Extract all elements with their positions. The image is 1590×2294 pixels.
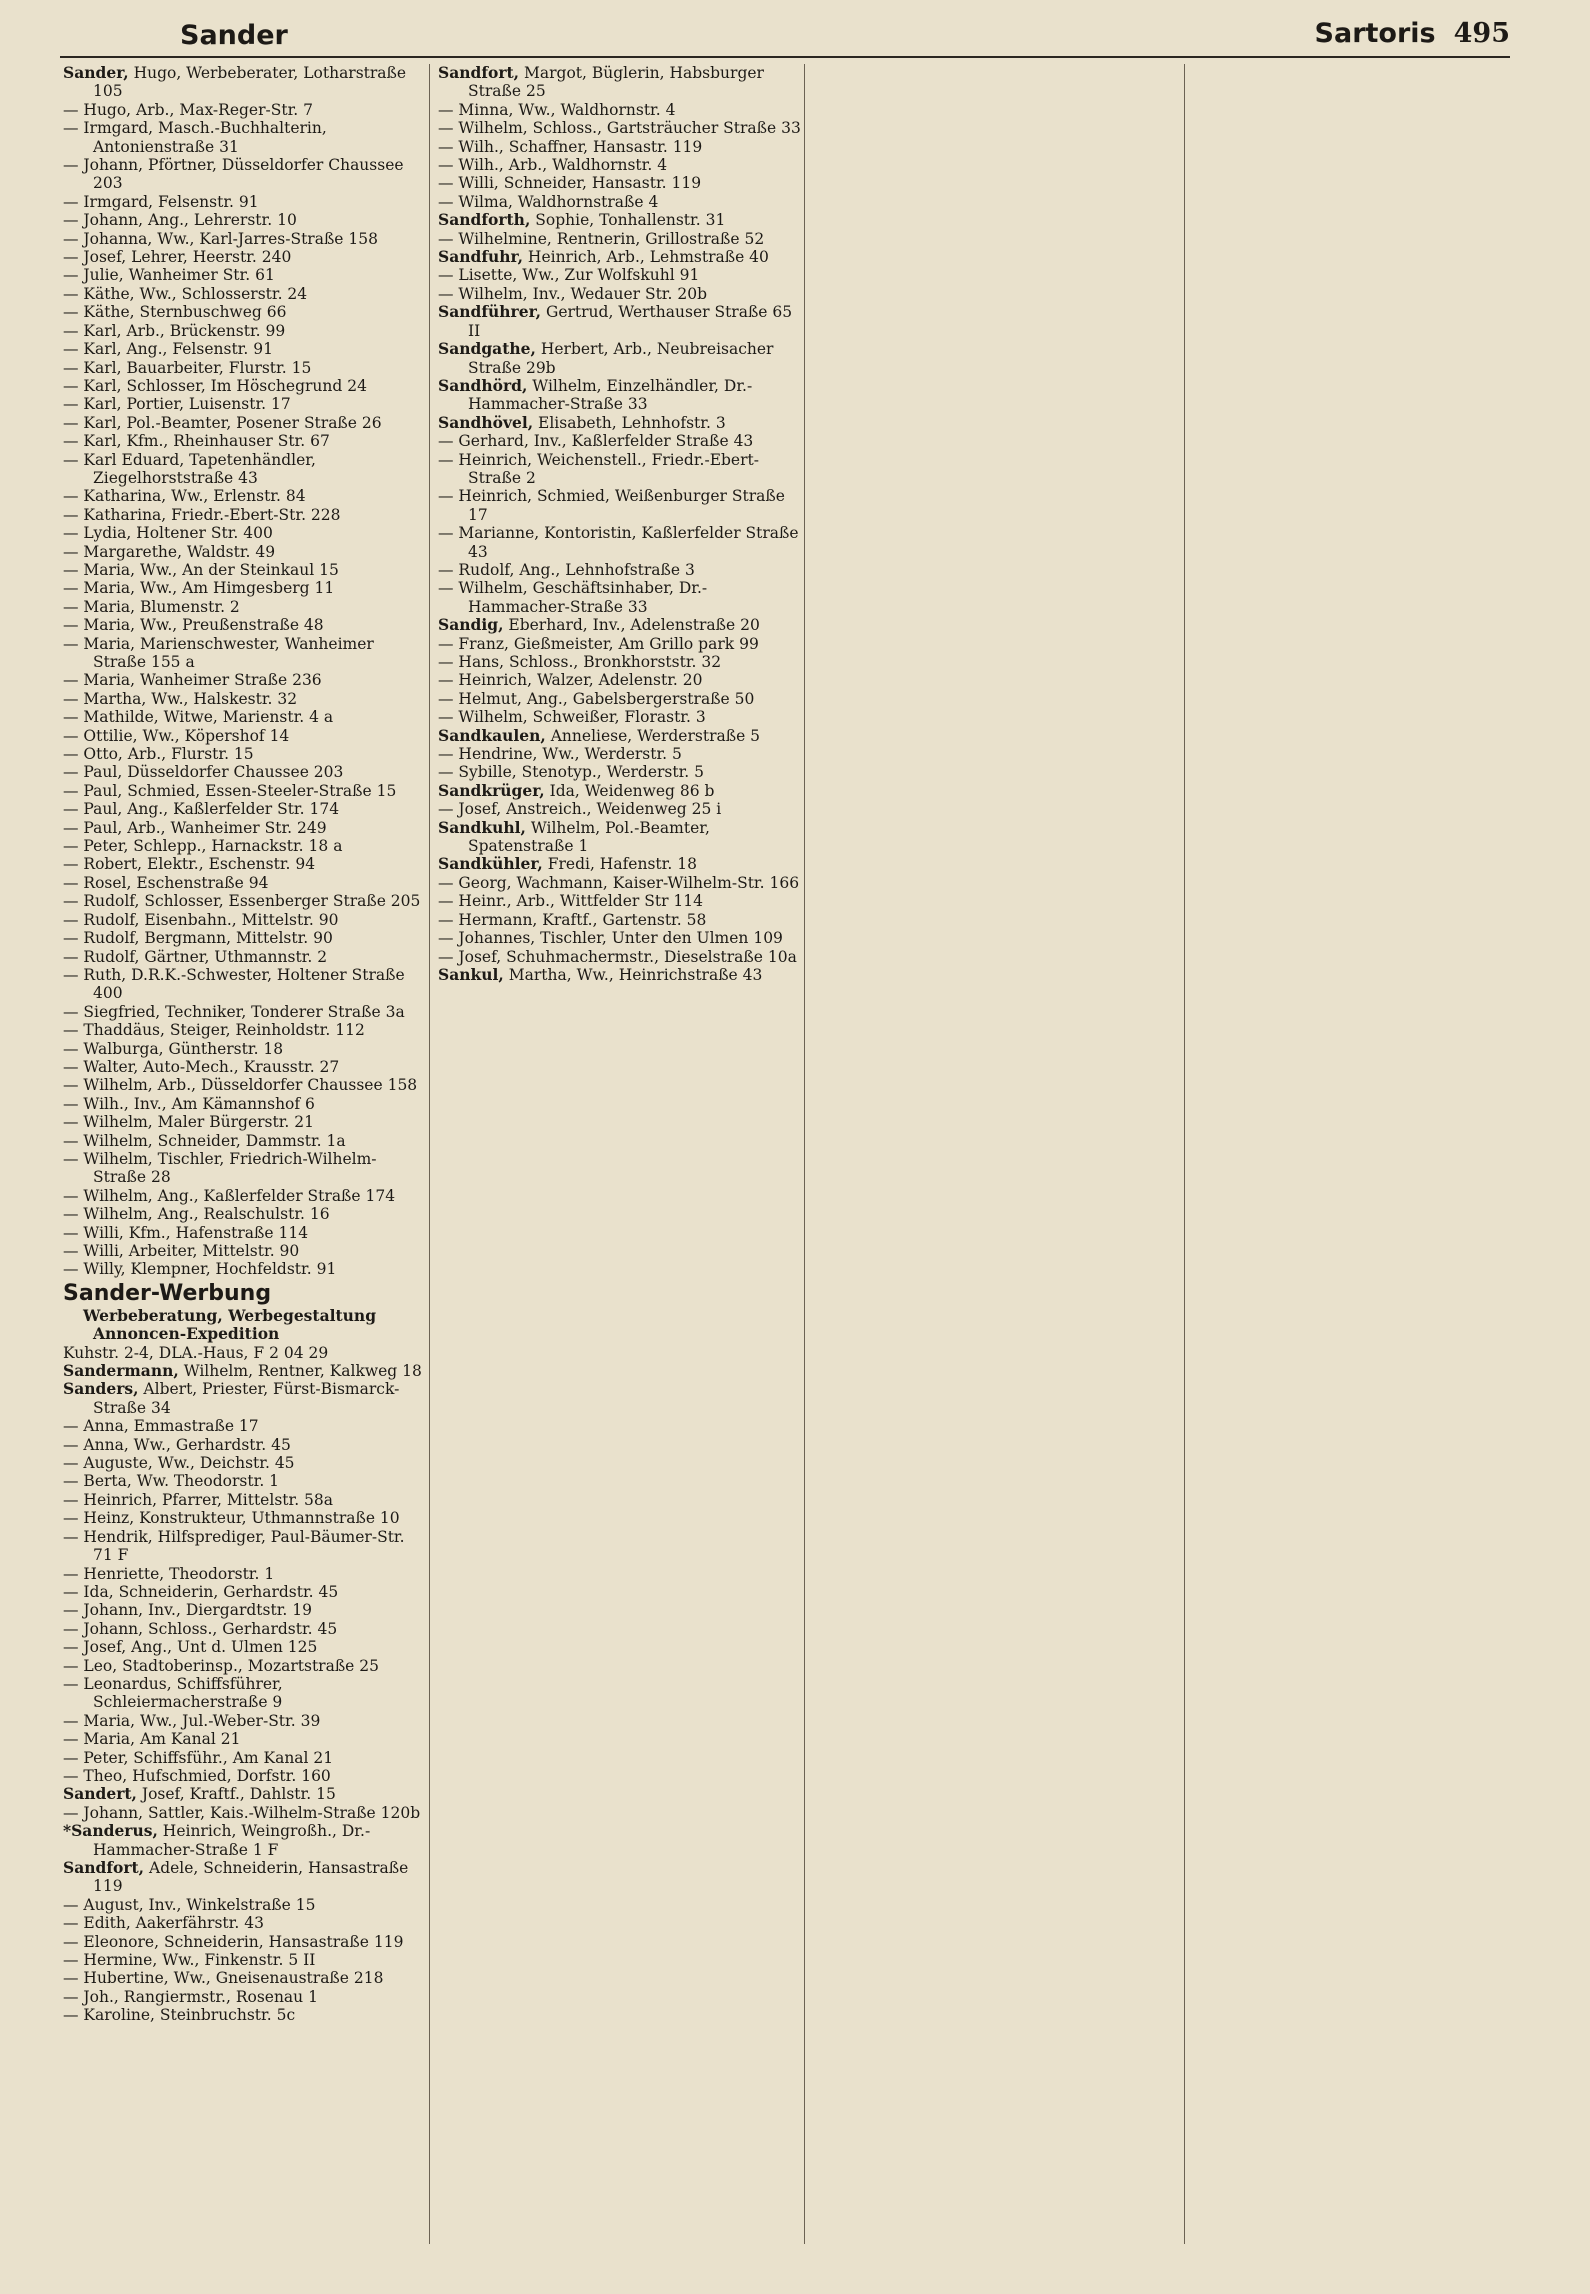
directory-entry	[438, 745, 803, 763]
directory-entry	[63, 837, 428, 855]
entry-text: — Josef, Ang., Unt d. Ulmen 125	[63, 1638, 318, 1657]
surname: Sandkühler,	[438, 854, 543, 874]
entry-text: — Leonardus, Schiffsführer, Schleiermacherstraße 9	[63, 1674, 283, 1712]
directory-entry	[63, 1242, 428, 1260]
directory-entry	[63, 119, 428, 156]
header-left-keyword: Sander	[180, 20, 288, 51]
directory-entry	[63, 1896, 428, 1914]
entry-text: Margot, Büglerin, Habsburger Straße 25	[468, 64, 764, 101]
directory-entry	[63, 266, 428, 284]
directory-entry	[438, 266, 803, 284]
directory-entry	[438, 193, 803, 211]
entry-text: — Wilma, Waldhornstraße 4	[438, 192, 659, 211]
entry-text: — Hugo, Arb., Max-Reger-Str. 7	[63, 100, 314, 119]
entry-text: — Willi, Schneider, Hansastr. 119	[438, 174, 702, 193]
directory-entry	[63, 487, 428, 505]
directory-entry	[438, 948, 803, 966]
entry-text: — Katharina, Ww., Erlenstr. 84	[63, 487, 306, 506]
entry-text: — Minna, Ww., Waldhornstr. 4	[438, 100, 676, 119]
entry-text: — Heinrich, Weichenstell., Friedr.-Ebert-Straße 2	[438, 450, 759, 487]
directory-entry	[63, 1951, 428, 1969]
directory-entry	[438, 708, 803, 726]
directory-entry	[63, 1132, 428, 1150]
surname: Sandführer,	[438, 302, 542, 322]
directory-entry	[63, 616, 428, 634]
entry-text: — Rudolf, Schlosser, Essenberger Straße 205	[63, 892, 421, 911]
directory-entry	[63, 101, 428, 119]
entry-text: Adele, Schneiderin, Hansastraße 119	[93, 1859, 409, 1896]
entry-text: Eberhard, Inv., Adelenstraße 20	[503, 616, 760, 635]
directory-entry	[438, 819, 803, 856]
directory-entry	[63, 690, 428, 708]
directory-entry	[438, 101, 803, 119]
entry-text: — Käthe, Ww., Schlosserstr. 24	[63, 284, 308, 303]
entry-text: — Josef, Schuhmachermstr., Dieselstraße 10a	[438, 947, 797, 966]
entry-text: — Maria, Marienschwester, Wanheimer Straße 155 a	[63, 634, 374, 671]
directory-entry	[63, 1767, 428, 1785]
entry-text: Wilhelm, Pol.-Beamter, Spatenstraße 1	[468, 818, 710, 856]
entry-text: — Lydia, Holtener Str. 400	[63, 524, 273, 543]
entry-text: Hugo, Werbeberater, Lotharstraße 105	[93, 64, 407, 101]
entry-text: — Julie, Wanheimer Str. 61	[63, 266, 275, 285]
entry-text: — Georg, Wachmann, Kaiser-Wilhelm-Str. 166	[438, 873, 800, 892]
entry-text: — Karl, Arb., Brückenstr. 99	[63, 321, 286, 340]
entry-text: — Margarethe, Waldstr. 49	[63, 542, 276, 561]
entry-text: — Theo, Hufschmied, Dorfstr. 160	[63, 1766, 331, 1785]
entry-text: Anneliese, Werderstraße 5	[545, 726, 761, 745]
directory-entry	[63, 1472, 428, 1490]
entry-text: — Paul, Düsseldorfer Chaussee 203	[63, 763, 344, 782]
directory-entry	[438, 579, 803, 616]
entry-text: — Käthe, Sternbuschweg 66	[63, 303, 287, 322]
directory-entry	[63, 248, 428, 266]
directory-entry	[63, 745, 428, 763]
entry-text: Ida, Weidenweg 86 b	[544, 781, 715, 800]
directory-entry	[63, 1601, 428, 1619]
entry-text: — Leo, Stadtoberinsp., Mozartstraße 25	[63, 1656, 380, 1675]
directory-entry	[63, 579, 428, 597]
entry-text: — Heinrich, Walzer, Adelenstr. 20	[438, 671, 703, 690]
directory-entry	[63, 156, 428, 193]
directory-entry	[438, 138, 803, 156]
entry-text: — Robert, Elektr., Eschenstr. 94	[63, 855, 316, 874]
surname: Sanders,	[63, 1379, 139, 1399]
directory-entry	[63, 1988, 428, 2006]
entry-text: — Franz, Gießmeister, Am Grillo park 99	[438, 634, 759, 653]
entry-text: — Mathilde, Witwe, Marienstr. 4 a	[63, 708, 334, 727]
directory-entry	[63, 322, 428, 340]
entry-text: — Willy, Klempner, Hochfeldstr. 91	[63, 1260, 337, 1279]
directory-entry	[63, 543, 428, 561]
entry-text: — Johann, Ang., Lehrerstr. 10	[63, 211, 297, 230]
directory-entry	[63, 966, 428, 1003]
directory-entry	[438, 156, 803, 174]
entry-text: — Wilh., Arb., Waldhornstr. 4	[438, 156, 668, 175]
entry-text: — Karl, Kfm., Rheinhauser Str. 67	[63, 432, 330, 451]
entry-text: Elisabeth, Lehnhofstr. 3	[533, 413, 726, 432]
surname: Sandhövel,	[438, 412, 534, 432]
directory-entry	[63, 855, 428, 873]
entry-text: — Martha, Ww., Halskestr. 32	[63, 689, 298, 708]
entry-text: — Wilhelm, Arb., Düsseldorfer Chaussee 158	[63, 1076, 418, 1095]
entry-text: Albert, Priester, Fürst-Bismarck-Straße 34	[93, 1380, 400, 1417]
entry-text: — Johann, Schloss., Gerhardstr. 45	[63, 1619, 338, 1638]
entry-text: — Wilh., Inv., Am Kämannshof 6	[63, 1094, 315, 1113]
directory-entry	[63, 1638, 428, 1656]
entry-text: — Hermann, Kraftf., Gartenstr. 58	[438, 910, 707, 929]
directory-entry	[63, 1205, 428, 1223]
entry-text: — Rudolf, Ang., Lehnhofstraße 3	[438, 560, 695, 579]
entry-text: — Lisette, Ww., Zur Wolfskuhl 91	[438, 266, 700, 285]
directory-entry	[63, 303, 428, 321]
directory-entry	[438, 800, 803, 818]
directory-entry	[63, 1583, 428, 1601]
firm-heading: Sander-Werbung	[63, 1280, 272, 1306]
entry-text: — Maria, Ww., Preußenstraße 48	[63, 616, 324, 635]
directory-entry	[63, 800, 428, 818]
directory-entry	[63, 763, 428, 781]
entry-text: — Wilhelm, Ang., Realschulstr. 16	[63, 1205, 330, 1224]
surname: Sandig,	[438, 615, 504, 635]
directory-entry	[63, 911, 428, 929]
entry-text: — Hendrine, Ww., Werderstr. 5	[438, 745, 682, 764]
directory-entry	[63, 506, 428, 524]
entry-text: — Wilh., Schaffner, Hansastr. 119	[438, 137, 703, 156]
entry-text: — Rosel, Eschenstraße 94	[63, 873, 269, 892]
entry-text: Heinrich, Weingroßh., Dr.-Hammacher-Straße 1 F	[93, 1822, 371, 1859]
directory-entry	[63, 1076, 428, 1094]
surname: Sandfort,	[63, 1858, 145, 1877]
directory-entry	[63, 1003, 428, 1021]
surname: Sankul,	[438, 964, 504, 984]
directory-entry	[438, 432, 803, 450]
directory-entry	[63, 359, 428, 377]
entry-text: — Karl, Schlosser, Im Höschegrund 24	[63, 376, 367, 395]
directory-entry	[438, 653, 803, 671]
directory-entry	[63, 1657, 428, 1675]
entry-text: — Wilhelm, Ang., Kaßlerfelder Straße 174	[63, 1186, 396, 1205]
directory-entry	[63, 929, 428, 947]
directory-entry	[63, 892, 428, 910]
directory-entry	[438, 230, 803, 248]
entry-text: — Thaddäus, Steiger, Reinholdstr. 112	[63, 1021, 365, 1040]
entry-text: — Josef, Anstreich., Weidenweg 25 i	[438, 800, 722, 819]
entry-text: — Sybille, Stenotyp., Werderstr. 5	[438, 763, 705, 782]
entry-text: — Rudolf, Eisenbahn., Mittelstr. 90	[63, 910, 339, 929]
directory-entry	[63, 193, 428, 211]
directory-entry	[63, 340, 428, 358]
entry-text: Heinrich, Arb., Lehmstraße 40	[523, 248, 769, 267]
entry-text: — Ruth, D.R.K.-Schwester, Holtener Straße 400	[63, 965, 405, 1003]
directory-entry	[438, 616, 803, 634]
directory-entry	[63, 635, 428, 672]
directory-entry	[63, 948, 428, 966]
entry-text: — Maria, Ww., An der Steinkaul 15	[63, 560, 339, 579]
entry-text: — Karl Eduard, Tapetenhändler, Ziegelhorststraße 43	[63, 450, 316, 487]
directory-entry	[63, 1224, 428, 1242]
directory-entry	[438, 874, 803, 892]
entry-text: — Heinrich, Pfarrer, Mittelstr. 58a	[63, 1490, 334, 1509]
directory-entry	[63, 1620, 428, 1638]
entry-text: — Henriette, Theodorstr. 1	[63, 1564, 275, 1583]
entry-text: — Maria, Am Kanal 21	[63, 1730, 241, 1749]
directory-entry	[63, 1749, 428, 1767]
directory-entry	[63, 2006, 428, 2024]
directory-entry	[63, 1362, 428, 1380]
entry-text: — Hans, Schloss., Bronkhorststr. 32	[438, 653, 722, 671]
firm-subheading: Werbeberatung, Werbegestaltung Annoncen-Expedition	[83, 1305, 377, 1344]
header-right	[1315, 18, 1510, 49]
entry-text: — Wilhelm, Schneider, Dammstr. 1a	[63, 1131, 346, 1150]
surname: Sandert,	[63, 1784, 137, 1804]
entry-text: — Auguste, Ww., Deichstr. 45	[63, 1454, 295, 1473]
entry-text: — Karl, Pol.-Beamter, Posener Straße 26	[63, 413, 382, 432]
directory-entry	[63, 1804, 428, 1822]
entry-text: — Heinr., Arb., Wittfelder Str 114	[438, 892, 703, 911]
directory-entry	[63, 1822, 428, 1859]
entry-text: — Paul, Arb., Wanheimer Str. 249	[63, 818, 327, 837]
directory-entry	[63, 671, 428, 689]
entry-text: Josef, Kraftf., Dahlstr. 15	[136, 1785, 336, 1804]
directory-entry	[63, 1785, 428, 1803]
column-1	[63, 64, 428, 2025]
directory-entry	[63, 377, 428, 395]
entry-text: — Otto, Arb., Flurstr. 15	[63, 745, 254, 764]
entry-text: — Wilhelm, Tischler, Friedrich-Wilhelm-Straße 28	[63, 1149, 377, 1187]
column-divider	[1184, 64, 1185, 2244]
directory-entry	[63, 1969, 428, 1987]
entry-text: — Joh., Rangiermstr., Rosenau 1	[63, 1987, 318, 2006]
entry-text: — Johann, Pförtner, Düsseldorfer Chaussee 203	[63, 156, 404, 193]
entry-text: Fredi, Hafenstr. 18	[542, 855, 697, 874]
entry-text: Wilhelm, Rentner, Kalkweg 18	[178, 1362, 422, 1381]
directory-entry	[63, 708, 428, 726]
entry-text: — Peter, Schiffsführ., Am Kanal 21	[63, 1748, 334, 1767]
directory-entry	[63, 230, 428, 248]
page-number: 495	[1453, 18, 1510, 49]
directory-entry	[438, 487, 803, 524]
directory-entry	[63, 1150, 428, 1187]
entry-text: Wilhelm, Einzelhändler, Dr.-Hammacher-Straße 33	[468, 376, 753, 414]
directory-entry	[63, 414, 428, 432]
entry-text: — Karl, Ang., Felsenstr. 91	[63, 340, 273, 359]
entry-text: — August, Inv., Winkelstraße 15	[63, 1895, 316, 1914]
directory-entry	[438, 451, 803, 488]
entry-text: — Helmut, Ang., Gabelsbergerstraße 50	[438, 689, 755, 708]
directory-entry	[438, 340, 803, 377]
entry-text: — Heinz, Konstrukteur, Uthmannstraße 10	[63, 1509, 400, 1528]
directory-entry	[63, 1712, 428, 1730]
directory-entry	[63, 524, 428, 542]
directory-entry	[63, 561, 428, 579]
directory-entry	[438, 377, 803, 414]
entry-text: — Heinrich, Schmied, Weißenburger Straße 17	[438, 487, 785, 524]
entry-text: — Hubertine, Ww., Gneisenaustraße 218	[63, 1969, 384, 1988]
directory-entry	[63, 1730, 428, 1748]
entry-text: — Johann, Inv., Diergardtstr. 19	[63, 1601, 312, 1620]
directory-entry	[438, 671, 803, 689]
entry-text: — Maria, Ww., Am Himgesberg 11	[63, 579, 335, 598]
entry-text: — Josef, Lehrer, Heerstr. 240	[63, 248, 292, 267]
entry-text: — Walter, Auto-Mech., Krausstr. 27	[63, 1057, 340, 1076]
directory-entry	[63, 1344, 428, 1362]
surname: Sandfort,	[438, 64, 520, 82]
directory-entry	[438, 285, 803, 303]
directory-entry	[63, 285, 428, 303]
directory-entry	[63, 211, 428, 229]
directory-entry	[438, 303, 803, 340]
directory-entry	[438, 64, 803, 101]
entry-text: — Rudolf, Bergmann, Mittelstr. 90	[63, 929, 333, 948]
directory-entry	[63, 1565, 428, 1583]
directory-entry	[63, 451, 428, 488]
directory-entry	[63, 874, 428, 892]
directory-entry	[438, 524, 803, 561]
entry-text: Sophie, Tonhallenstr. 31	[530, 211, 726, 230]
entry-text: — Johann, Sattler, Kais.-Wilhelm-Straße 120b	[63, 1803, 421, 1822]
surname: Sandkaulen,	[438, 725, 546, 745]
directory-entry	[63, 64, 428, 101]
entry-text: Martha, Ww., Heinrichstraße 43	[503, 965, 763, 984]
entry-text: — Siegfried, Techniker, Tonderer Straße 3a	[63, 1002, 405, 1021]
entry-text: Herbert, Arb., Neubreisacher Straße 29b	[468, 340, 774, 377]
directory-entry	[63, 1528, 428, 1565]
directory-entry	[438, 119, 803, 137]
directory-entry	[438, 782, 803, 800]
entry-text: — Karl, Portier, Luisenstr. 17	[63, 395, 291, 414]
entry-text: — Marianne, Kontoristin, Kaßlerfelder Straße 43	[438, 524, 799, 561]
entry-text: — Katharina, Friedr.-Ebert-Str. 228	[63, 505, 341, 524]
entry-text: — Wilhelmine, Rentnerin, Grillostraße 52	[438, 229, 765, 248]
directory-entry	[63, 819, 428, 837]
directory-entry	[438, 174, 803, 192]
directory-entry	[63, 1058, 428, 1076]
surname: Sandermann,	[63, 1361, 179, 1381]
entry-text: — Maria, Blumenstr. 2	[63, 597, 240, 616]
entry-text: — Willi, Kfm., Hafenstraße 114	[63, 1223, 309, 1242]
directory-entry	[63, 1095, 428, 1113]
directory-entry	[63, 1417, 428, 1435]
entry-text: — Edith, Aakerfährstr. 43	[63, 1914, 264, 1933]
entry-text: — Ida, Schneiderin, Gerhardstr. 45	[63, 1582, 339, 1601]
directory-entry	[63, 782, 428, 800]
entry-text: — Wilhelm, Inv., Wedauer Str. 20b	[438, 284, 708, 303]
directory-entry	[438, 211, 803, 229]
entry-text: — Berta, Ww. Theodorstr. 1	[63, 1472, 280, 1491]
entry-text: — Eleonore, Schneiderin, Hansastraße 119	[63, 1932, 404, 1951]
entry-text: — Hendrik, Hilfsprediger, Paul-Bäumer-Str. 71 F	[63, 1527, 405, 1565]
entry-text: — Hermine, Ww., Finkenstr. 5 II	[63, 1951, 316, 1970]
entry-text: — Irmgard, Felsenstr. 91	[63, 192, 259, 211]
directory-entry	[438, 690, 803, 708]
directory-entry	[63, 1933, 428, 1951]
entry-text: — Johannes, Tischler, Unter den Ulmen 109	[438, 929, 783, 948]
entry-text: — Paul, Schmied, Essen-Steeler-Straße 15	[63, 781, 397, 800]
column-divider	[804, 64, 805, 2244]
directory-entry	[438, 414, 803, 432]
entry-text: — Johanna, Ww., Karl-Jarres-Straße 158	[63, 229, 378, 248]
directory-entry	[63, 1260, 428, 1278]
entry-text: — Anna, Emmastraße 17	[63, 1417, 259, 1436]
directory-entry	[438, 561, 803, 579]
surname: Sandfuhr,	[438, 247, 523, 267]
entry-text: Gertrud, Werthauser Straße 65 II	[468, 303, 793, 340]
entry-text: Kuhstr. 2-4, DLA.-Haus, F 2 04 29	[63, 1343, 329, 1362]
directory-entry	[63, 1040, 428, 1058]
page-header	[60, 14, 1510, 58]
entry-text: — Ottilie, Ww., Köpershof 14	[63, 726, 290, 745]
entry-text: — Peter, Schlepp., Harnackstr. 18 a	[63, 837, 343, 856]
directory-entry	[63, 1675, 428, 1712]
directory-entry	[63, 1491, 428, 1509]
surname: Sander,	[63, 64, 129, 82]
entry-text: — Paul, Ang., Kaßlerfelder Str. 174	[63, 800, 340, 819]
directory-entry	[63, 598, 428, 616]
entry-text: — Karl, Bauarbeiter, Flurstr. 15	[63, 358, 312, 377]
surname: Sandgathe,	[438, 339, 536, 359]
directory-entry	[438, 855, 803, 873]
entry-text: — Wilhelm, Maler Bürgerstr. 21	[63, 1113, 314, 1132]
entry-text: — Maria, Ww., Jul.-Weber-Str. 39	[63, 1711, 321, 1730]
directory-entry	[63, 1436, 428, 1454]
directory-entry	[63, 1380, 428, 1417]
directory-entry	[63, 727, 428, 745]
directory-entry	[63, 432, 428, 450]
directory-entry	[438, 763, 803, 781]
entry-text: — Wilhelm, Schloss., Gartsträucher Straße 33	[438, 119, 801, 138]
entry-text: — Wilhelm, Schweißer, Florastr. 3	[438, 708, 706, 727]
surname: Sandkrüger,	[438, 780, 545, 800]
surname: Sandforth,	[438, 210, 531, 230]
directory-entry	[438, 966, 803, 984]
directory-entry	[63, 1187, 428, 1205]
directory-entry	[63, 395, 428, 413]
entry-text: — Gerhard, Inv., Kaßlerfelder Straße 43	[438, 432, 754, 451]
entry-text: — Wilhelm, Geschäftsinhaber, Dr.-Hammacher-Straße 33	[438, 579, 708, 616]
directory-entry	[438, 248, 803, 266]
directory-entry	[438, 929, 803, 947]
directory-entry	[438, 892, 803, 910]
header-right-keyword: Sartoris	[1314, 18, 1436, 49]
entry-text: — Irmgard, Masch.-Buchhalterin, Antonienstraße 31	[63, 119, 327, 156]
entry-text: — Walburga, Güntherstr. 18	[63, 1039, 284, 1058]
directory-entry	[63, 1021, 428, 1039]
directory-entry	[63, 1454, 428, 1472]
entry-text: — Anna, Ww., Gerhardstr. 45	[63, 1435, 291, 1454]
directory-entry	[63, 1113, 428, 1131]
directory-entry	[63, 1859, 428, 1896]
column-divider	[429, 64, 430, 2244]
column-2	[438, 64, 803, 984]
entry-text: — Maria, Wanheimer Straße 236	[63, 671, 322, 690]
surname: Sandhörd,	[438, 375, 528, 395]
entry-text: — Rudolf, Gärtner, Uthmannstr. 2	[63, 947, 328, 966]
surname: *Sanderus,	[63, 1821, 158, 1841]
entry-text: — Willi, Arbeiter, Mittelstr. 90	[63, 1242, 300, 1260]
directory-entry	[63, 1914, 428, 1932]
directory-entry	[438, 911, 803, 929]
directory-entry	[438, 727, 803, 745]
surname: Sandkuhl,	[438, 817, 526, 837]
entry-text: — Karoline, Steinbruchstr. 5c	[63, 2006, 296, 2025]
directory-entry	[63, 1509, 428, 1527]
directory-entry	[438, 635, 803, 653]
